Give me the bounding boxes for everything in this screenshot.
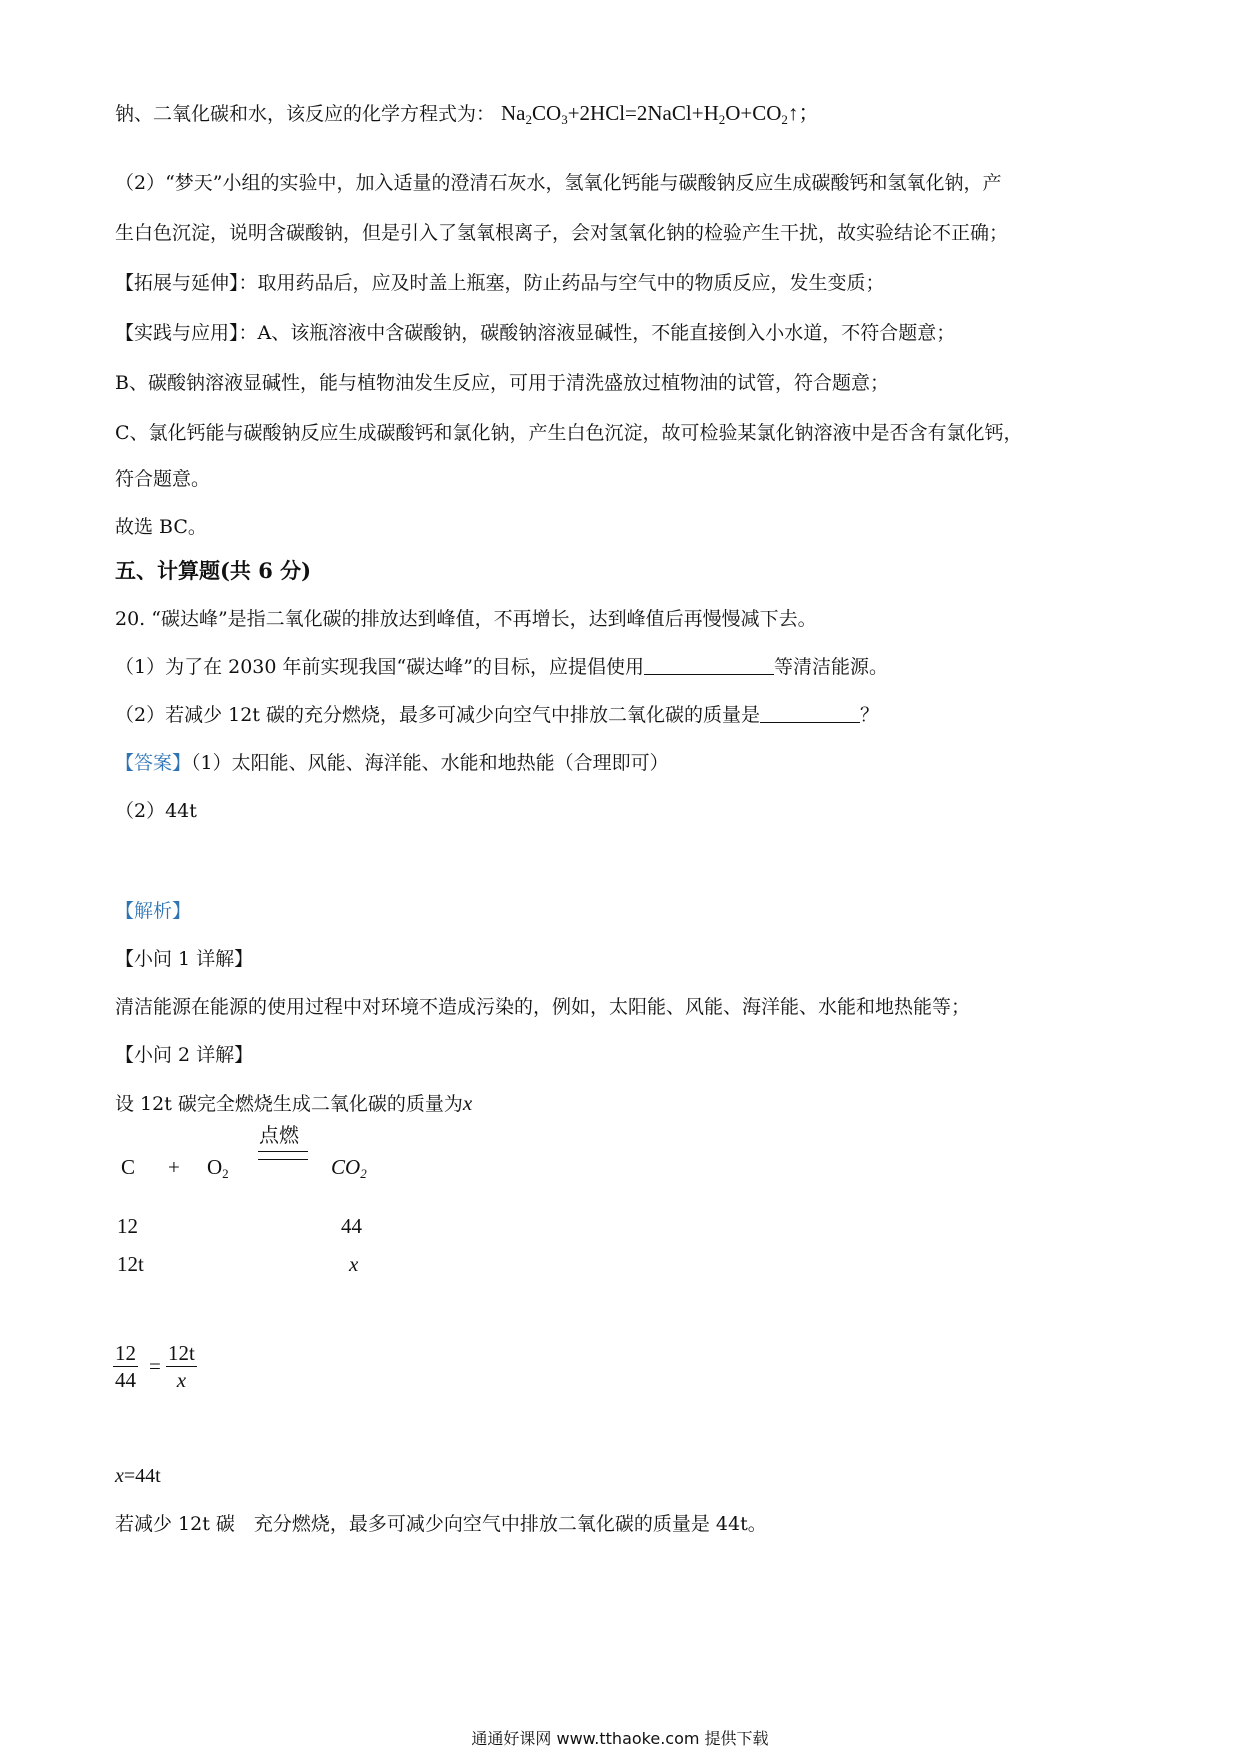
text-line-8: 符合题意。 <box>115 468 211 490</box>
text-line-9: 故选 BC。 <box>115 516 207 538</box>
answer-blank-1 <box>644 656 774 675</box>
chemical-equation: $Na_2CO_3+2HCl=2NaCl+H_2O+CO_2↑$； <box>501 101 820 127</box>
answer-line-1: 【答案】（1）太阳能、风能、海洋能、水能和地热能（合理即可） <box>115 752 669 774</box>
conclusion-line: 若减少 12t 碳 充分燃烧，最多可减少向空气中排放二氧化碳的质量是 44t。 <box>115 1513 767 1535</box>
text-line-3: 生白色沉淀，说明含碳酸钠，但是引入了氢氧根离子，会对氢氧化钠的检验产生干扰，故实验结论不正确； <box>115 222 1009 244</box>
product-carbon-dioxide: $CO_2$ <box>331 1155 367 1181</box>
reactant-carbon: C <box>121 1155 136 1179</box>
text-line-2: （2）“梦天”小组的实验中，加入适量的澄清石灰水，氢氧化钙能与碳酸钠反应生成碳酸钙和氢氧化钠，产 <box>115 172 1002 194</box>
answer-label: 【答案】 <box>115 752 192 774</box>
fraction-equals: = <box>149 1354 161 1378</box>
text-line-7: C、氯化钙能与碳酸钠反应生成碳酸钙和氯化钠，产生白色沉淀，故可检验某氯化钠溶液中是否含有氯化钙， <box>115 422 1023 444</box>
text-line-5: 【实践与应用】：A、该瓶溶液中含碳酸钠，碳酸钠溶液显碱性，不能直接倒入小水道，不符合题意； <box>115 322 956 344</box>
answer-line-2: （2）44t <box>115 800 197 822</box>
mass-co2-unknown: x <box>349 1252 359 1276</box>
mass-carbon: 12t <box>117 1252 144 1276</box>
sub-question-2-label: 【小问 2 详解】 <box>115 1044 254 1066</box>
text-line-6: B、碳酸钠溶液显碱性，能与植物油发生反应，可用于清洗盛放过植物油的试管，符合题意； <box>115 372 889 394</box>
sub-question-1-label: 【小问 1 详解】 <box>115 948 254 970</box>
reaction-equal-sign <box>258 1151 308 1160</box>
page-footer: 通通好课网 www.tthaoke.com 提供下载 <box>471 1729 769 1748</box>
sub-question-2-text: 设 12t 碳完全燃烧生成二氧化碳的质量为x <box>115 1091 473 1115</box>
question-20-part-2: （2）若减少 12t 碳的充分燃烧，最多可减少向空气中排放二氧化碳的质量是 ？ <box>115 704 879 726</box>
reaction-condition: 点燃 <box>259 1123 299 1147</box>
text-line-4: 【拓展与延伸】：取用药品后，应及时盖上瓶塞，防止药品与空气中的物质反应，发生变质； <box>115 272 885 294</box>
fraction-left: $\frac{12}{44}$ <box>115 1341 136 1392</box>
section-heading: 五、计算题(共 6 分) <box>115 558 312 583</box>
plus-sign: + <box>168 1155 180 1179</box>
analysis-label: 【解析】 <box>115 900 192 922</box>
result-line: x=44t <box>115 1465 161 1487</box>
molar-mass-co2: 44 <box>341 1214 362 1238</box>
question-20-part-1: （1）为了在 2030 年前实现我国“碳达峰”的目标，应提倡使用 等清洁能源。 <box>115 656 888 678</box>
text-line-1-prefix: 钠、二氧化碳和水，该反应的化学方程式为： <box>115 103 496 125</box>
fraction-right: $\frac{12t}{x}$ <box>168 1341 195 1392</box>
sub-question-1-text: 清洁能源在能源的使用过程中对环境不造成污染的，例如，太阳能、风能、海洋能、水能和地热能等； <box>115 996 971 1018</box>
reactant-oxygen: $O_2$ <box>207 1155 229 1181</box>
answer-blank-2 <box>760 704 860 723</box>
question-20: 20. “碳达峰”是指二氧化碳的排放达到峰值，不再增长，达到峰值后再慢慢减下去。 <box>115 608 817 630</box>
text-line-1 <box>115 100 819 127</box>
molar-mass-carbon: 12 <box>117 1214 138 1238</box>
